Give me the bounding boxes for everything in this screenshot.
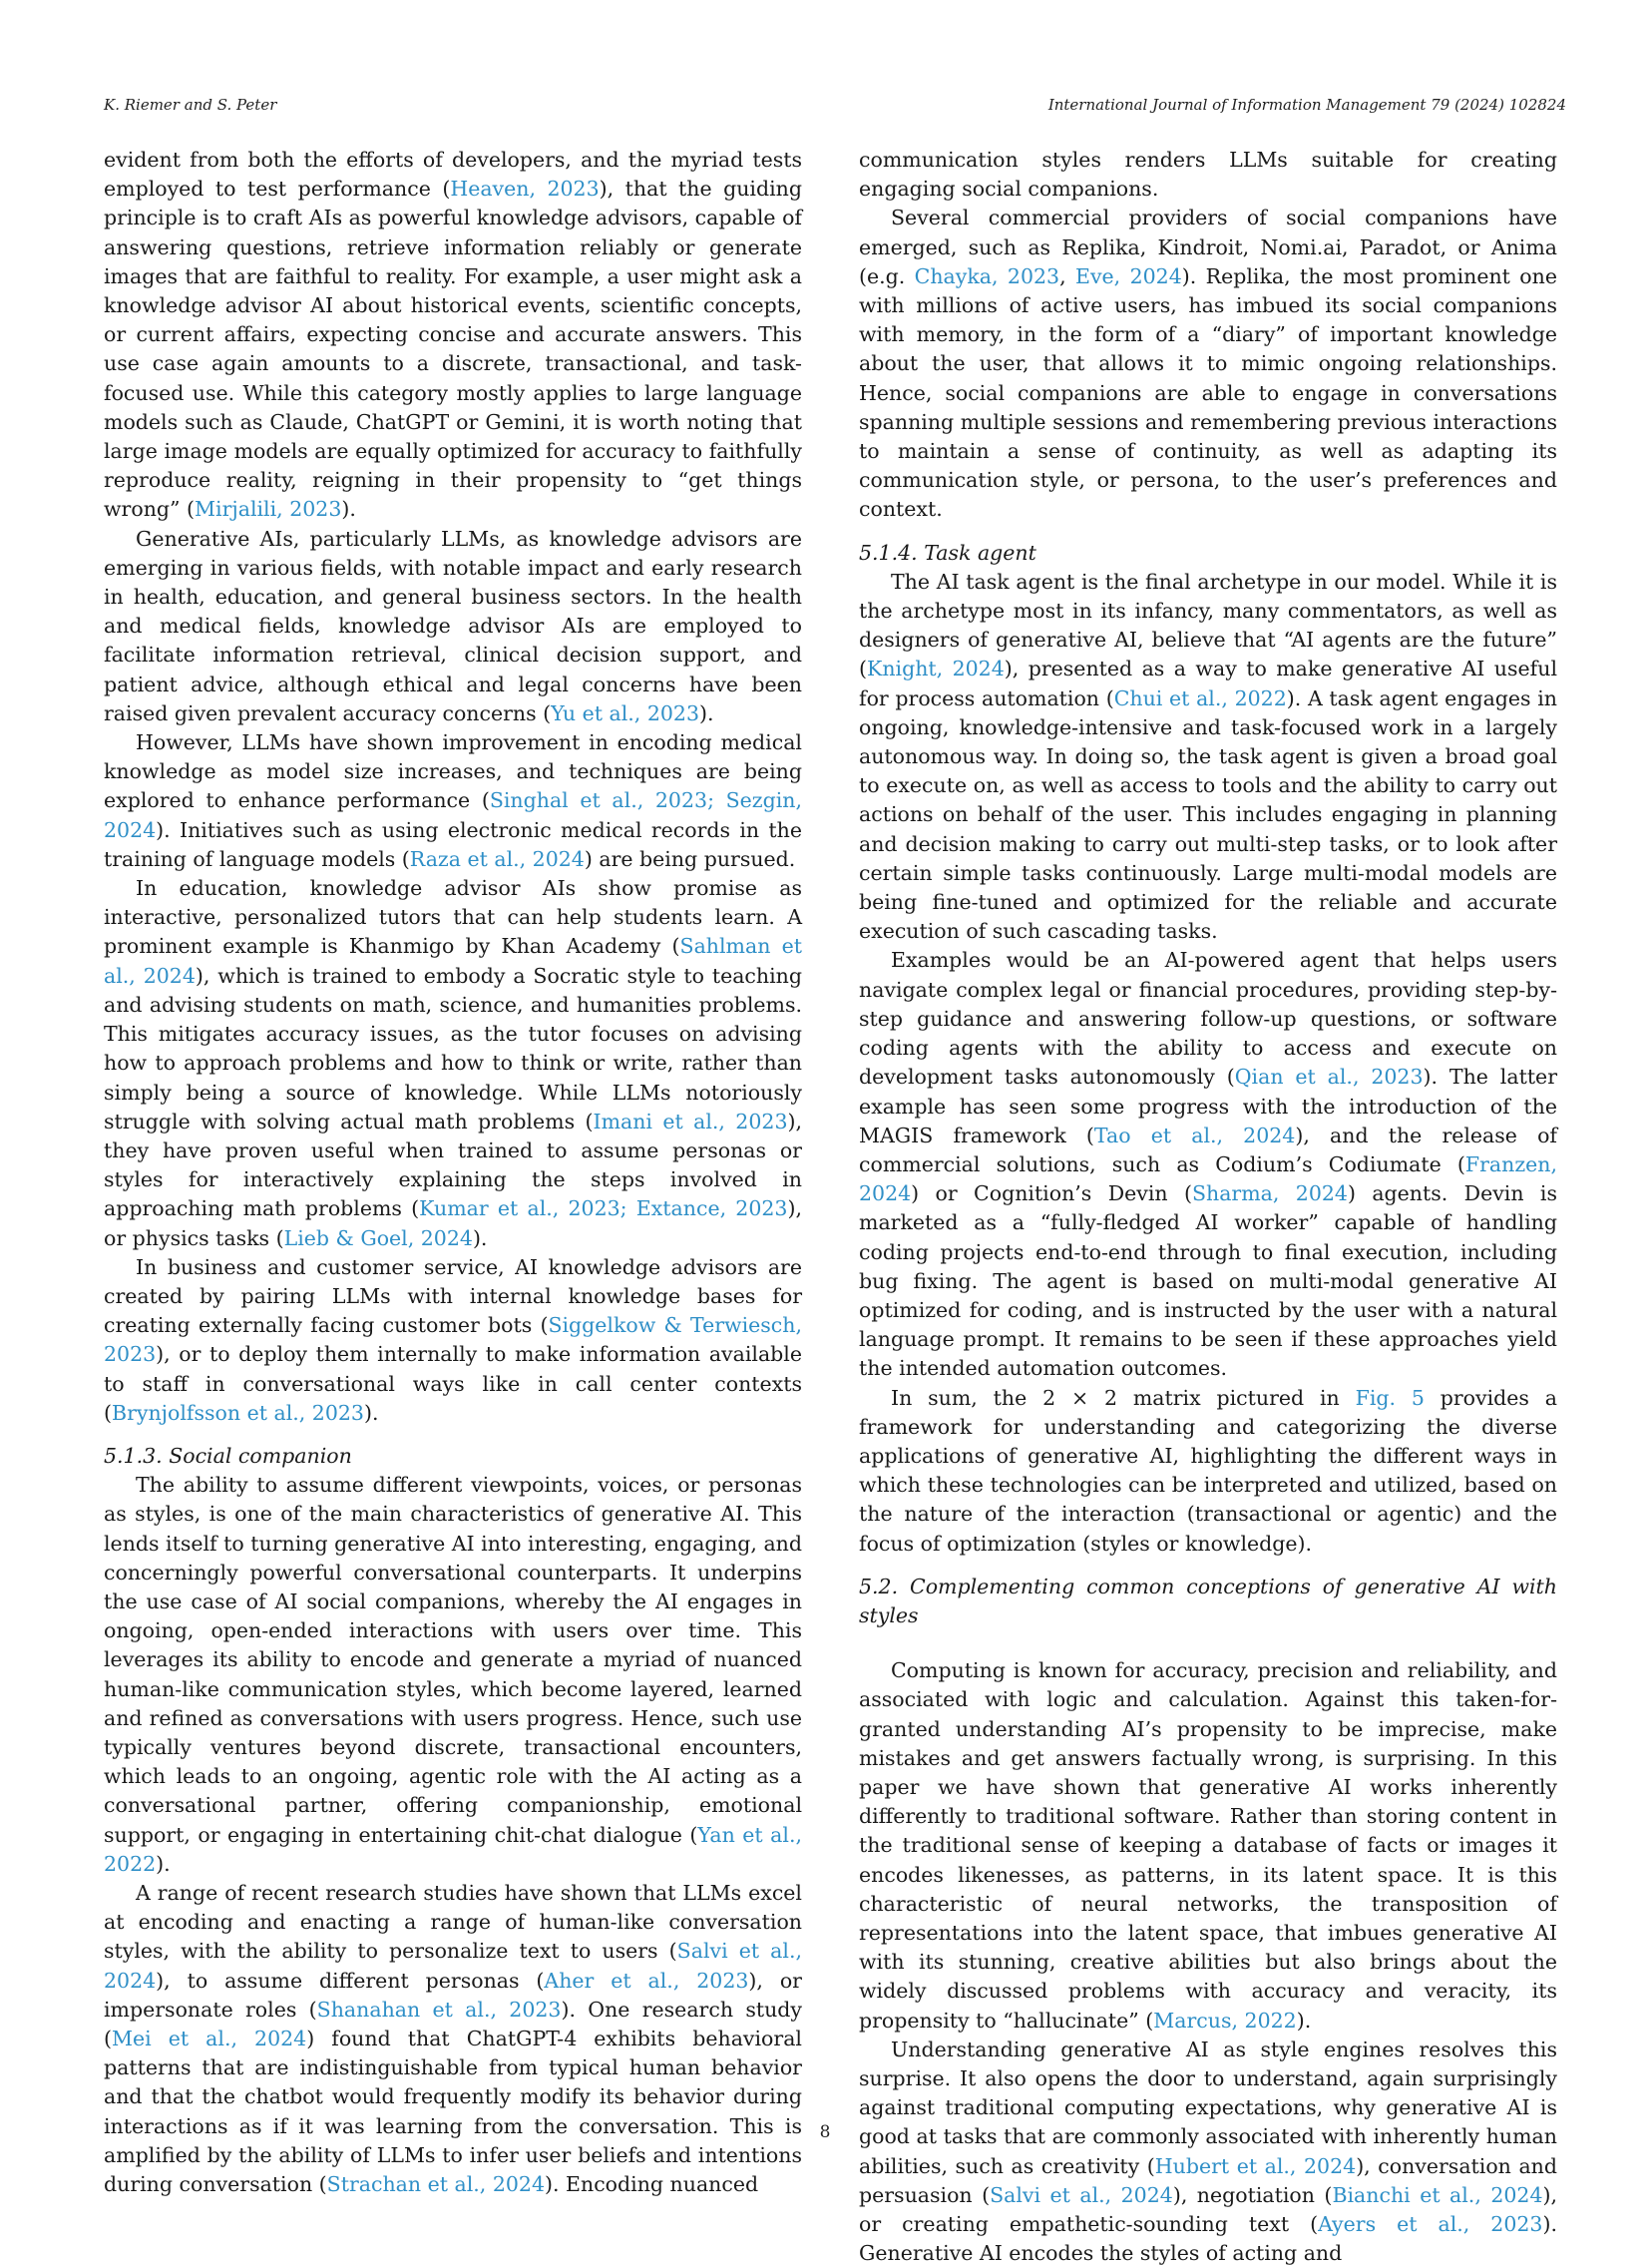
paragraph-text: ). [472,1225,488,1250]
citation-link[interactable]: Ayers et al., 2023 [1318,2212,1543,2237]
paragraph-text: , [1059,263,1075,288]
paragraph [859,1656,1557,2036]
citation-link[interactable]: Singhal et al., 2023; Sezgin, 2024 [104,788,803,842]
citation-link[interactable]: Yan et al., 2022 [104,1822,802,1876]
paragraph-text: ). Encoding nuanced [545,2172,759,2197]
citation-link[interactable]: Brynjolfsson et al., 2023 [112,1400,364,1425]
paragraph-text: In business and customer service, AI knowledge advisors are created by pairing LLMs with internal knowledge bases for creating externally facing customer bots ( [104,1254,802,1338]
paragraph-text: In sum, the 2 × 2 matrix pictured in [891,1385,1356,1410]
paragraph-text: ) agents. Devin is marketed as a “fully-fledged AI worker” capable of handling coding projects end-to-end through to final execution, including bug fixing. The agent is based on multi-modal generative AI optimized for coding, and is instructed by the user with a natural language prompt. It remains to be seen if these approaches yield the intended automation outcomes. [859,1181,1557,1381]
citation-link[interactable]: Marcus, 2022 [1153,2008,1297,2033]
paragraph-text: ). [1296,2008,1312,2033]
citation-link[interactable]: Salvi et al., 2024 [990,2182,1173,2207]
paragraph-text: ). [363,1400,379,1425]
running-head-authors: K. Riemer and S. Peter [104,96,277,114]
citation-link[interactable]: Kumar et al., 2023; Extance, 2023 [419,1196,788,1221]
paragraph-text: ), presented as a way to make generative AI useful for process automation ( [859,657,1558,710]
paragraph-text: ), that the guiding principle is to craft AIs as powerful knowledge advisors, capable of answering questions, retrieve information reliably or generate images that are faithful to reality. For example, a user might ask a knowledge advisor AI about historical events, scientific concepts, or current affairs, expecting concise and accurate answers. This use case again amounts to a discrete, transactional, and task-focused use. While this category mostly applies to large language models such as Claude, ChatGPT or Gemini, it is worth noting that large image models are equally optimized for accuracy to faithfully reproduce reality, reigning in their propensity to “get things wrong” ( [104,177,802,522]
citation-link[interactable]: Lieb & Goel, 2024 [283,1225,473,1250]
citation-link[interactable]: Raza et al., 2024 [409,846,585,871]
citation-link[interactable]: Bianchi et al., 2024 [1332,2182,1543,2207]
citation-link[interactable]: Mirjalili, 2023 [195,497,342,522]
paragraph [104,1471,802,1879]
paragraph [859,204,1557,524]
paragraph-text: ) are being pursued. [584,846,796,871]
paragraph [859,946,1557,1383]
citation-link[interactable]: Heaven, 2023 [450,177,600,202]
citation-link[interactable]: Strachan et al., 2024 [326,2172,545,2197]
paragraph-text: ), or to deploy them internally to make information available to staff in conversational ways like in call center contexts ( [104,1342,802,1425]
paragraph-text: Examples would be an AI-powered agent that helps users navigate complex legal or financial procedures, providing step-by-step guidance and answering follow-up questions, or software coding agents with the ability to access and execute on development tasks autonomously ( [859,948,1557,1090]
paragraph-text: ). [341,497,356,522]
citation-link[interactable]: Tao et al., 2024 [1093,1123,1296,1147]
paragraph-text: However, LLMs have shown improvement in encoding medical knowledge as model size increases, and techniques are being explored to enhance performance ( [104,730,802,813]
paragraph-text: ). The latter example has seen some progress with the introduction of the MAGIS framework ( [859,1065,1557,1147]
section-heading-social-companion: 5.1.3. Social companion [104,1443,352,1468]
paragraph [859,146,1557,204]
section-heading-5-2: 5.2. Complementing common conceptions of generative AI with styles [859,1574,1557,1627]
paragraph-text: ). Generative AI encodes the styles of acting and [859,2212,1557,2266]
paragraph [859,1384,1557,1559]
citation-link[interactable]: Imani et al., 2023 [593,1109,788,1134]
paragraph-text: In education, knowledge advisor AIs show promise as interactive, personalized tutors that can help students learn. A prominent example is Khanmigo by Khan Academy ( [104,876,802,959]
paragraph-text: ) or Cognition’s Devin ( [911,1181,1192,1206]
running-head-journal: International Journal of Information Management 79 (2024) 102824 [1047,96,1566,114]
paragraph [104,874,802,1253]
citation-link[interactable]: Siggelkow & Terwiesch, 2023 [104,1313,802,1367]
page-number: 8 [819,2122,831,2142]
paragraph-text: ), they have proven useful when trained to assume personas or styles for interactively explaining the steps involved in approaching math problems ( [104,1109,802,1221]
paragraph-text: ), conversation and persuasion ( [859,2153,1557,2207]
citation-link[interactable]: Aher et al., 2023 [544,1968,749,1993]
paragraph [104,728,802,874]
paragraph [104,525,802,728]
paragraph-text: Generative AIs, particularly LLMs, as knowledge advisors are emerging in various fields, with notable impact and early research in health, education, and general business sectors. In the health and medical fields, knowledge advisor AIs are employed to facilitate information retrieval, clinical decision support, and patient advice, although ethical and legal concerns have been raised given prevalent accuracy concerns ( [104,526,802,725]
citation-link[interactable]: Salvi et al., 2024 [104,1939,802,1993]
citation-link[interactable]: Hubert et al., 2024 [1154,2153,1357,2178]
citation-link[interactable]: Sahlman et al., 2024 [104,934,802,988]
paragraph-text: ), and the release of commercial solutions, such as Codium’s Codiumate ( [859,1123,1558,1176]
paragraph-text: ). A task agent engages in ongoing, knowledge-intensive and task-focused work in a largely autonomous way. In doing so, the task agent is given a broad goal to execute on, as well as access to tools and the ability to carry out actions on behalf of the user. This includes engaging in planning and decision making to carry out multi-step tasks, or to look after certain simple tasks continuously. Large multi-modal models are being fine-tuned and optimized for the reliable and accurate execution of such cascading tasks. [859,685,1558,944]
paragraph-text: ), to assume different personas ( [156,1968,545,1993]
citation-link[interactable]: Sharma, 2024 [1191,1181,1348,1206]
paragraph-text: provides a framework for understanding and categorizing the diverse applications of generative AI, highlighting the different ways in which these technologies can be interpreted and utilized, based on the nature of the interaction (transactional or agentic) and the focus of optimization (styles or knowledge). [859,1385,1557,1556]
paragraph-text: ), or impersonate roles ( [104,1968,802,2022]
paragraph-text: ). One research study ( [104,1997,802,2050]
paragraph-text: ), or physics tasks ( [104,1196,802,1250]
citation-link[interactable]: Yu et al., 2023 [551,700,700,725]
paragraph-text: evident from both the efforts of developers, and the myriad tests employed to test performance ( [104,148,802,202]
paragraph-text: ) found that ChatGPT-4 exhibits behavioral patterns that are indistinguishable from typical human behavior and that the chatbot would frequently modify its behavior during interactions as if it was learning from the conversation. This is amplified by the ability of LLMs to infer user beliefs and intentions during conversation ( [104,2027,802,2197]
citation-link[interactable]: Chui et al., 2022 [1113,685,1287,710]
paragraph [859,568,1557,947]
paragraph [104,1253,802,1428]
paragraph-text: ), or creating empathetic-sounding text ( [859,2182,1557,2237]
paragraph-text: communication styles renders LLMs suitable for creating engaging social companions. [859,148,1557,202]
paragraph [859,2036,1557,2268]
paragraph [104,1879,802,2199]
paragraph-text: ). Initiatives such as using electronic medical records in the training of language models ( [104,817,802,871]
paragraph-text: A range of recent research studies have shown that LLMs excel at encoding and enacting a range of human-like conversation styles, with the ability to personalize text to users ( [104,1880,802,1964]
citation-link[interactable]: Shanahan et al., 2023 [316,1997,562,2022]
paragraph-text: Understanding generative AI as style engines resolves this surprise. It also opens the door to understand, again surprisingly against traditional computing expectations, why generative AI is good at tasks that are commonly associated with inherently human abilities, such as creativity ( [859,2037,1557,2178]
paragraph-text: ). Replika, the most prominent one with millions of active users, has imbued its social companions with memory, in the form of a “diary” of important knowledge about the user, that allows it to mimic ongoing relationships. Hence, social companions are able to engage in conversations spanning multiple sessions and remembering previous interactions to maintain a sense of continuity, as well as adapting its communication style, or persona, to the user’s preferences and context. [859,263,1557,522]
paragraph [104,146,802,525]
paragraph-text: The AI task agent is the final archetype in our model. While it is the archetype most in its infancy, many commentators, as well as designers of generative AI, believe that “AI agents are the future” ( [859,569,1557,681]
paragraph-text: ). [699,700,714,725]
citation-link[interactable]: Chayka, 2023 [914,263,1060,288]
paragraph-text: ). [156,1851,171,1876]
paragraph-text: The ability to assume different viewpoints, voices, or personas as styles, is one of the main characteristics of generative AI. This lends itself to turning generative AI into interesting, engaging, and concerningly powerful conversational counterparts. It underpins the use case of AI social companions, whereby the AI engages in ongoing, open-ended interactions with users over time. This leverages its ability to encode and generate a myriad of nuanced human-like communication styles, which become layered, learned and refined as conversations with users progress. Hence, such use typically ventures beyond discrete, transactional encounters, which leads to an ongoing, agentic role with the AI acting as a conversational partner, offering companionship, emotional support, or engaging in entertaining chit-chat dialogue ( [104,1473,803,1847]
citation-link[interactable]: Qian et al., 2023 [1234,1065,1424,1090]
citation-link[interactable]: Mei et al., 2024 [112,2027,307,2050]
citation-link[interactable]: Franzen, 2024 [859,1151,1557,1206]
citation-link[interactable]: Fig. 5 [1355,1385,1425,1410]
left-column [104,146,802,2199]
paragraph-text: Computing is known for accuracy, precision and reliability, and associated with logic and calculation. Against this taken-for-granted understanding AI’s propensity to be imprecise, make mistakes and get answers factually wrong, is surprising. In this paper we have shown that generative AI works inherently differently to traditional software. Rather than storing content in the traditional sense of keeping a database of facts or images it encodes likenesses, as patterns, in its latent space. It is this characteristic of neural networks, the transposition of representations into the latent space, that imbues generative AI with its stunning, creative abilities but also brings about the widely discussed problems with accuracy and veracity, its propensity to “hallucinate” ( [859,1658,1557,2033]
citation-link[interactable]: Knight, 2024 [867,657,1005,681]
citation-link[interactable]: Eve, 2024 [1075,263,1182,288]
right-column [859,146,1557,2268]
paragraph-text: ), negotiation ( [1172,2182,1333,2207]
paragraph-text: ), which is trained to embody a Socratic style to teaching and advising students on math, science, and humanities problems. This mitigates accuracy issues, as the tutor focuses on advising how to approach problems and how to think or write, rather than simply being a source of knowledge. While LLMs notoriously struggle with solving actual math problems ( [104,963,803,1134]
paragraph-text: Several commercial providers of social companions have emerged, such as Replika, Kindroit, Nomi.ai, Paradot, or Anima (e.g. [859,206,1557,288]
section-heading-task-agent: 5.1.4. Task agent [859,540,1036,565]
